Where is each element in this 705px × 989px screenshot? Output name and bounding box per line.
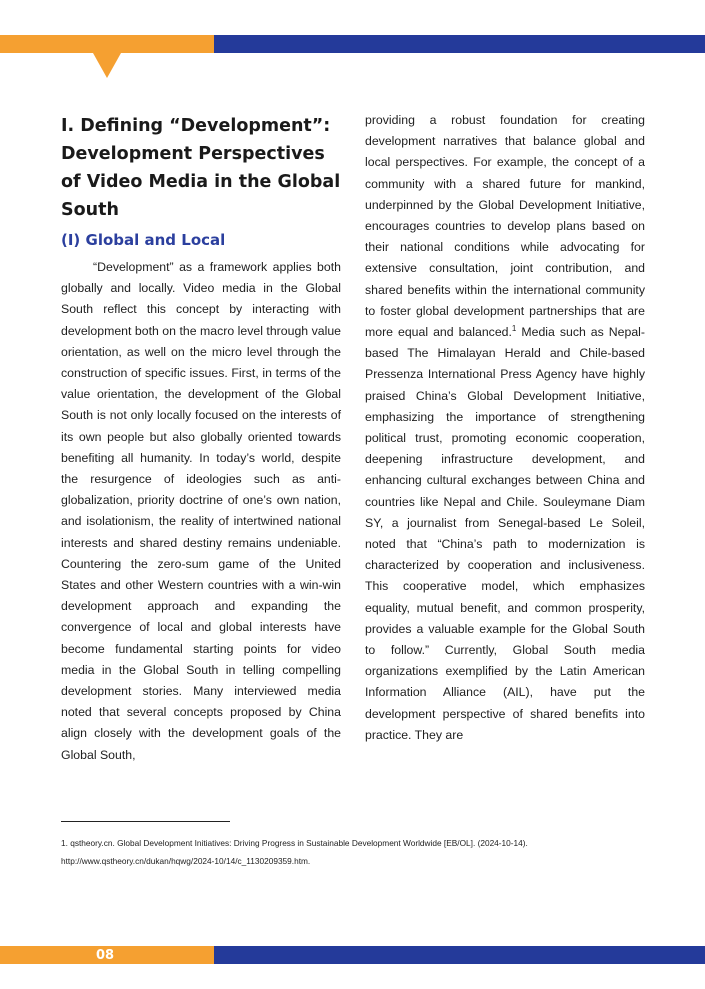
subsection-heading: (I) Global and Local xyxy=(61,231,226,249)
left-column-paragraph: “Development” as a framework applies both globally and locally. Video media in the Global South reflect this concept by interacting with development both on the macro level through value orientation, as well on the micro level through the construction of specific issues. First, in terms of the value orientation, the development of the Global South is not only locally focused on the interests of its own people but also globally oriented towards benefiting all humanity. In today’s world, despite the resurgence of ideologies such as anti-globalization, priority doctrine of one’s own nation, and isolationism, the reality of intertwined national interests and shared destiny remains undeniable. Countering the zero-sum game of the United States and other Western countries with a win-win development approach and expanding the convergence of local and global interests have become fundamental starting points for video media in the Global South in telling compelling development stories. Many interviewed media noted that several concepts proposed by China align closely with the development goals of the Global South, xyxy=(61,260,341,762)
top-band-blue-segment xyxy=(214,35,705,53)
footnote-reference: 1 xyxy=(511,323,517,333)
left-column xyxy=(61,112,341,766)
footnote-url: http://www.qstheory.cn/dukan/hqwg/2024-10/14/c_1130209359.htm. xyxy=(61,856,311,866)
page-number: 08 xyxy=(96,948,115,963)
right-column-paragraph xyxy=(365,110,645,746)
section-heading: I. Defining “Development”: Development Perspectives of Video Media in the Global South xyxy=(61,116,341,220)
top-band-orange-segment xyxy=(0,35,214,53)
top-color-band xyxy=(0,35,705,53)
footnote-divider xyxy=(61,821,230,822)
right-paragraph-text-2: Media such as Nepal-based The Himalayan Herald and Chile-based Pressenza International Press Agency have highly praised China’s Global Development Initiative, emphasizing the importance of strengthening political trust, promoting economic cooperation, deepening infrastructure development, and enhancing cultural exchanges between China and countries like Nepal and Chile. Souleymane Diam SY, a journalist from Senegal-based Le Soleil, noted that “China’s path to modernization is characterized by cooperation and inclusiveness. This cooperative model, which emphasizes equality, mutual benefit, and common prosperity, provides a valuable example for the Global South to follow.” Currently, Global South media organizations exemplified by the Latin American Information Alliance (AIL), have put the development perspective of shared benefits into practice. They are xyxy=(365,325,645,742)
right-column xyxy=(365,112,645,746)
bottom-band-blue-segment xyxy=(214,946,705,964)
orange-triangle-marker xyxy=(93,53,121,78)
footnote-citation: 1. qstheory.cn. Global Development Initiatives: Driving Progress in Sustainable Development Worldwide [EB/OL]. (2024-10-14). xyxy=(61,838,528,848)
right-paragraph-text-1: providing a robust foundation for creating development narratives that balance global and local perspectives. For example, the concept of a community with a shared future for mankind, underpinned by the Global Development Initiative, encourages countries to develop plans based on their national conditions while advocating for extensive consultation, joint contribution, and shared benefits within the international community to foster global development partnerships that are more equal and balanced. xyxy=(365,113,645,340)
